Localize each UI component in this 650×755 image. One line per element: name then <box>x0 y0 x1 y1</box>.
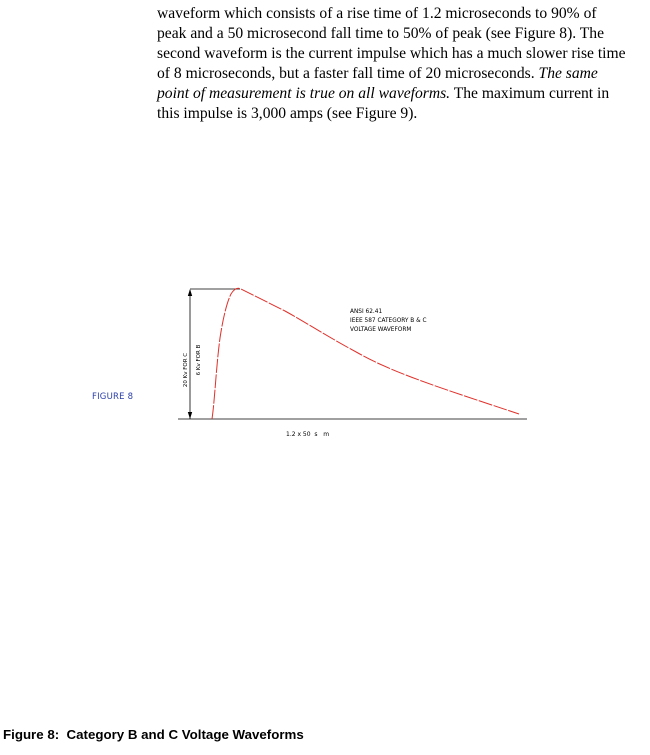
voltage-waveform-diagram <box>170 278 540 453</box>
body-line: second waveform is the current impulse which has a much slower rise time <box>157 45 626 62</box>
body-line: peak and a 50 microsecond fall time to 50% of peak (see Figure 8). The <box>157 25 605 42</box>
body-line <box>157 64 637 84</box>
body-text-italic: The same <box>538 65 598 82</box>
dimension-arrow-top <box>188 289 192 296</box>
vertical-label-b: 6 Kv FOR B <box>196 344 202 376</box>
body-line: waveform which consists of a rise time of 1.2 microseconds to 90% of <box>157 5 597 22</box>
annotation-line-1: ANSI 62.41 <box>350 309 383 315</box>
dimension-arrow-bottom <box>188 412 192 419</box>
body-text-plain: of 8 microseconds, but a faster fall time of 20 microseconds. <box>157 65 539 82</box>
body-text-italic: point of measurement is true on all waveforms. <box>157 85 451 102</box>
body-line: this impulse is 3,000 amps (see Figure 9). <box>157 105 418 122</box>
figure-caption: Figure 8: Category B and C Voltage Waveforms <box>3 727 304 742</box>
figure-side-label: FIGURE 8 <box>92 392 134 402</box>
body-line <box>157 84 637 104</box>
body-text-plain: The maximum current in <box>450 85 610 102</box>
body-paragraph <box>157 4 637 124</box>
annotation-line-3: VOLTAGE WAVEFORM <box>350 327 412 333</box>
waveform-curve <box>212 288 519 419</box>
annotation-line-2: IEEE 587 CATEGORY B & C <box>350 318 427 324</box>
vertical-label-c: 20 Kv FOR C <box>183 352 189 388</box>
time-label: 1.2 x 50 s m <box>286 431 330 438</box>
